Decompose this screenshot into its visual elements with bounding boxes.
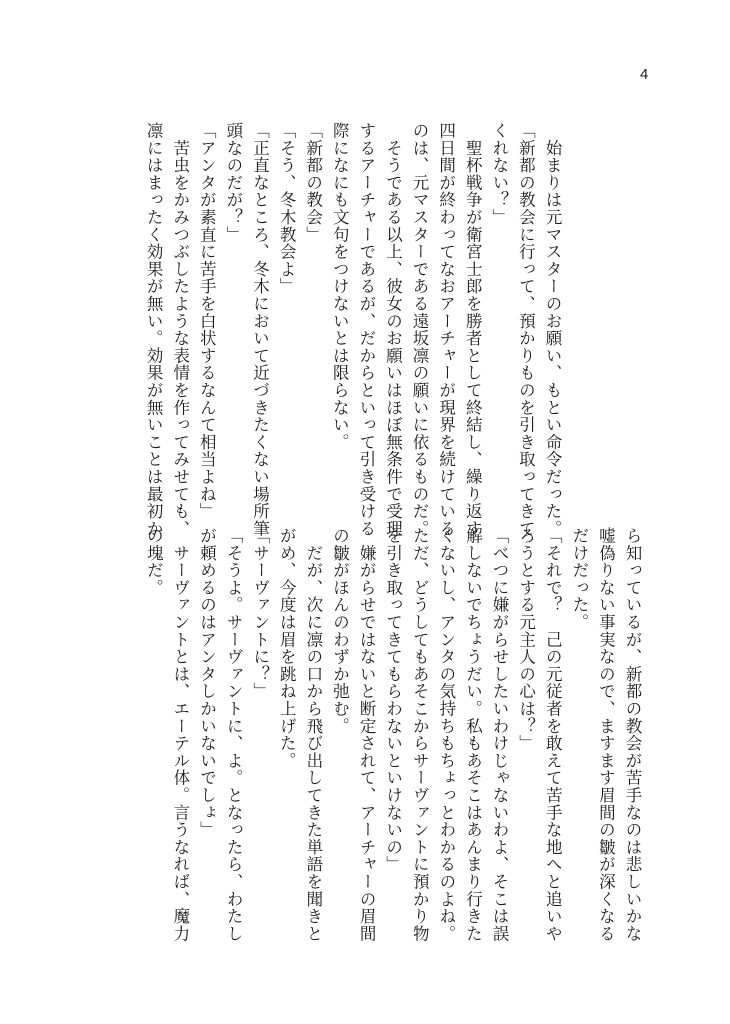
text-line: 「新都の教会」 <box>303 122 323 244</box>
text-line: だけだった。 <box>569 527 589 631</box>
text-line: 「そうよ。サーヴァントに、よ。となったら、わたし <box>224 527 244 943</box>
text-line: そうである以上、彼女のお願いはほぼ無条件で受理 <box>383 122 403 538</box>
text-line: 四日間が終わってなおアーチャーが現界を続けている <box>436 122 456 538</box>
text-line: くないし、アンタの気持ちもちょっとわかるのよね。 <box>436 527 456 943</box>
text-line: の皺がほんのわずか弛む。 <box>330 527 350 735</box>
text-line: 苦虫をかみつぶしたような表情を作ってみせても、 <box>170 122 190 538</box>
text-line: 解しないでちょうだい。私もあそこはあんまり行きた <box>463 527 483 943</box>
text-line: 「べつに嫌がらせしたいわけじゃないわよ、そこは誤 <box>490 527 510 943</box>
text-line: のは、元マスターである遠坂凛の願いに依るものだ。 <box>410 122 430 538</box>
text-line: 嫌がらせではないと断定されて、アーチャーの眉間 <box>357 527 377 943</box>
text-line: するアーチャーであるが、だからといって引き受ける <box>356 122 376 538</box>
page-number: 4 <box>640 66 649 83</box>
text-line: ただ、どうしてもあそこからサーヴァントに預かり物 <box>410 527 430 943</box>
text-line: 「それで？ 己の元従者を敢えて苦手な地へと追いや <box>543 527 563 943</box>
text-line: 「そう、冬木教会よ」 <box>277 122 297 295</box>
text-line: 「サーヴァントに？」 <box>250 527 270 700</box>
text-line: だが、次に凛の口から飛び出してきた単語を聞きと <box>303 527 323 943</box>
text-line: を引き取ってきてもらわないといけないの」 <box>383 527 403 873</box>
text-line: 聖杯戦争が衛宮士郎を勝者として終結し、繰り返す <box>463 122 483 538</box>
text-line: 頭なのだが？」 <box>223 122 243 244</box>
text-line: 嘘偽りない事実なので、ますます眉間の皺が深くなる <box>596 527 616 943</box>
bottom-text-section <box>105 527 645 967</box>
top-text-section <box>105 122 565 538</box>
text-line: 始まりは元マスターのお願い、もとい命令だった。 <box>543 122 562 538</box>
text-line: の塊だ。 <box>144 527 164 597</box>
text-line: くれない？」 <box>489 122 509 226</box>
text-line: 「新都の教会に行って、預かりものを引き取ってきて <box>516 122 536 538</box>
text-line: 「正直なところ、冬木において近づきたくない場所筆 <box>250 122 270 538</box>
text-line: ろうとする元主人の心は？」 <box>516 527 536 752</box>
text-line: 凛にはまったく効果が無い。効果が無いことは最初か <box>144 122 164 538</box>
text-line: 「アンタが素直に苦手を白状するなんて相当よね」 <box>197 122 217 520</box>
text-line: サーヴァントとは、エーテル体。言うなれば、魔力 <box>170 527 190 943</box>
text-line: がめ、今度は眉を跳ね上げた。 <box>277 527 297 770</box>
text-line: が頼めるのはアンタしかいないでしょ」 <box>197 527 217 839</box>
text-line: ら知っているが、新都の教会が苦手なのは悲しいかな <box>623 527 642 943</box>
text-line: 際になにも文句をつけないとは限らない。 <box>330 122 350 451</box>
